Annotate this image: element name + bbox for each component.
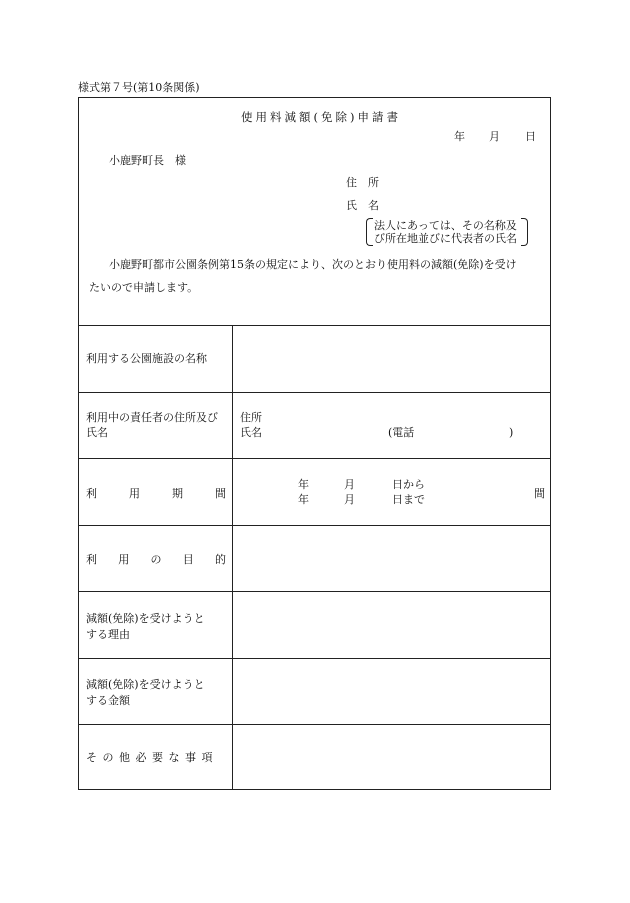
phone-close-label: ) xyxy=(509,426,514,439)
phone-open-label: (電話 xyxy=(388,426,415,439)
purpose-label-char: 利 xyxy=(86,553,97,566)
period-duration-unit: 間 xyxy=(534,487,545,500)
manager-address-label: 住所 xyxy=(240,411,262,424)
period-from-month: 月 xyxy=(344,478,355,491)
purpose-label-char: 目 xyxy=(182,553,194,566)
corporate-note xyxy=(366,218,528,246)
date-year-label: 年 xyxy=(454,130,465,143)
other-matters-field[interactable] xyxy=(233,725,550,789)
amount-label-line1: 減額(免除)を受けようと xyxy=(86,678,205,691)
period-from-day: 日から xyxy=(392,478,425,491)
statement-line2: たいので申請します。 xyxy=(89,281,199,294)
amount-label-line2: する金額 xyxy=(86,694,130,707)
purpose-label-char: の xyxy=(150,553,162,566)
manager-label-line2: 氏名 xyxy=(86,426,108,439)
manager-label-line1: 利用中の責任者の住所及び xyxy=(86,411,218,424)
period-label xyxy=(86,488,226,499)
left-bracket xyxy=(366,218,373,246)
row-divider xyxy=(79,392,550,393)
period-label-char: 期 xyxy=(172,487,183,500)
period-field[interactable] xyxy=(233,459,550,524)
period-to-day: 日まで xyxy=(392,493,425,506)
reason-field[interactable] xyxy=(233,592,550,657)
period-label-char: 用 xyxy=(129,487,140,500)
right-bracket xyxy=(521,218,528,246)
purpose-field[interactable] xyxy=(233,526,550,590)
manager-name-label: 氏名 xyxy=(240,426,262,439)
applicant-name-label: 氏 名 xyxy=(346,199,379,212)
applicant-address-label: 住 所 xyxy=(346,176,379,189)
period-label-char: 利 xyxy=(86,487,97,500)
period-from-year: 年 xyxy=(298,478,309,491)
corporate-note-line2: び所在地並びに代表者の氏名 xyxy=(374,232,517,245)
manager-field[interactable] xyxy=(264,410,544,442)
statement-line1: 小鹿野町都市公園条例第15条の規定により、次のとおり使用料の減額(免除)を受け xyxy=(109,258,517,271)
reason-label-line1: 減額(免除)を受けようと xyxy=(86,612,205,625)
amount-field[interactable] xyxy=(233,659,550,723)
corporate-note-text xyxy=(374,219,517,245)
form-title: 使用料減額(免除)申請書 xyxy=(241,110,401,124)
corporate-note-line1: 法人にあっては、その名称及 xyxy=(374,219,517,232)
application-form xyxy=(78,97,551,790)
period-to-year: 年 xyxy=(298,493,309,506)
purpose-label-char: 用 xyxy=(118,553,130,566)
period-to-month: 月 xyxy=(344,493,355,506)
purpose-label xyxy=(86,554,226,565)
facility-label: 利用する公園施設の名称 xyxy=(86,352,207,365)
addressee: 小鹿野町長 様 xyxy=(109,154,186,167)
date-day-label: 日 xyxy=(525,130,536,143)
date-month-label: 月 xyxy=(489,130,500,143)
form-number: 様式第７号(第10条関係) xyxy=(78,81,200,94)
other-matters-label: そ の 他 必 要 な 事 項 xyxy=(86,751,214,764)
facility-field[interactable] xyxy=(233,326,550,391)
period-label-char: 間 xyxy=(215,487,226,500)
reason-label-line2: する理由 xyxy=(86,628,130,641)
purpose-label-char: 的 xyxy=(215,553,226,566)
